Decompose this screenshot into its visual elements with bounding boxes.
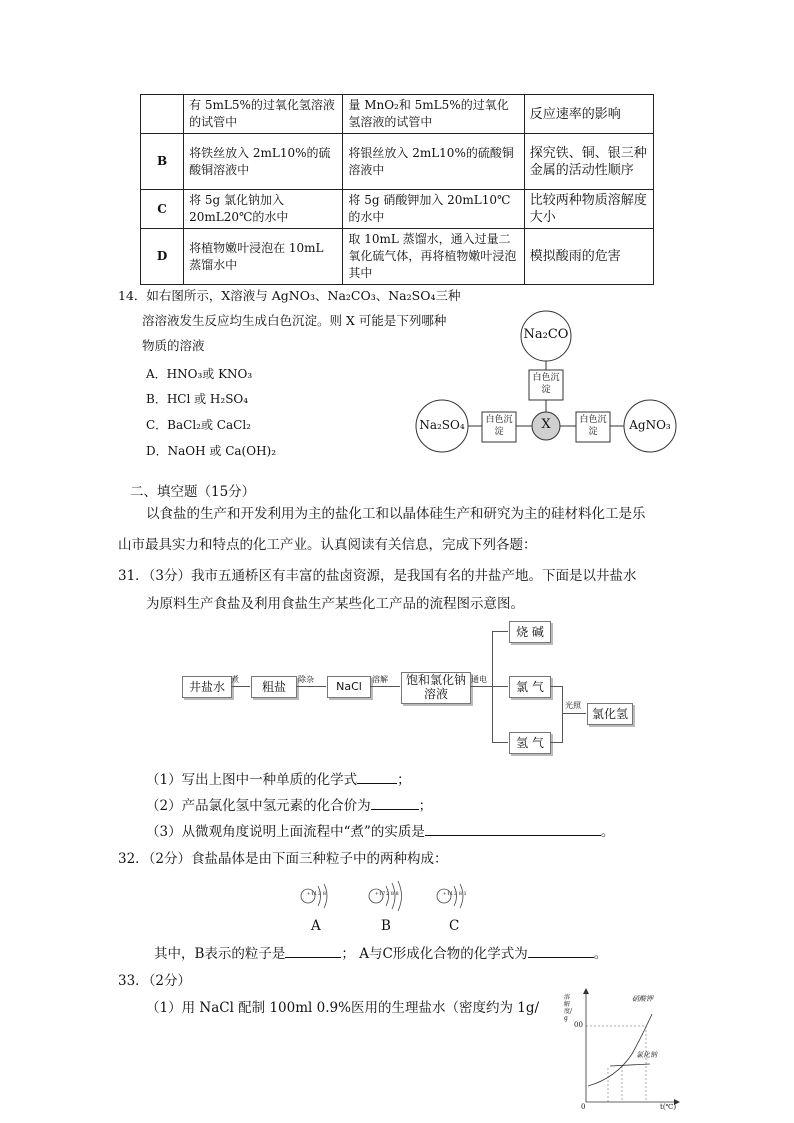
flow-arrow-label: 煮: [231, 675, 239, 684]
cell-experiment-1: 将植物嫩叶浸泡在 10mL 蒸馏水中: [184, 229, 343, 285]
row-label: D: [141, 229, 184, 285]
cell-experiment-2: 将银丝放入 2mL10%的硫酸铜溶液中: [343, 134, 524, 190]
q14-option-a: A．HNO₃或 KNO₃: [146, 367, 253, 381]
flow-box-well-brine: 井盐水: [182, 676, 232, 698]
atom-label-a: A: [311, 918, 321, 934]
flow-arrow: [370, 686, 400, 687]
row-label: C: [141, 190, 184, 229]
cell-experiment-2: 将 5g 硝酸钾加入 20mL10℃的水中: [343, 190, 524, 229]
atom-a-nucleus: +11: [306, 891, 318, 897]
q31-line2: 为原料生产食盐及利用食盐生产某些化工产品的流程图示意图。: [146, 596, 524, 612]
flow-arrow: [470, 686, 492, 687]
cell-purpose: 反应速率的影响: [524, 95, 653, 134]
flow-arrow: [492, 742, 508, 743]
precip-label-top: 白色沉淀: [532, 373, 560, 395]
q31-sub1-text: （1）写出上图中一种单质的化学式: [146, 772, 358, 788]
precip-label-right: 白色沉淀: [579, 415, 607, 437]
q31-sub3: [146, 820, 614, 840]
q14-line2: 溶溶液发生反应均生成白色沉淀。则 X 可能是下列哪种: [142, 313, 447, 328]
answer-blank[interactable]: [357, 769, 397, 784]
section-title: 二、填空题（15分）: [130, 484, 256, 500]
graph-y-tick: 00: [574, 1021, 583, 1029]
graph-y-axis-label: 溶解度/g: [564, 994, 573, 1022]
solubility-graph: [560, 986, 680, 1114]
flow-line: [562, 686, 563, 743]
flow-line: [550, 686, 562, 687]
graph-origin: 0: [581, 1103, 586, 1111]
cell-purpose: 模拟酸雨的危害: [524, 229, 653, 285]
flow-arrow: [492, 631, 508, 632]
flow-arrow: [492, 686, 508, 687]
q14-line1: 14．如右图所示，X溶液与 AgNO₃、Na₂CO₃、Na₂SO₄三种: [118, 288, 461, 303]
q31-sub3-text: （3）从微观角度说明上面流程中“煮”的实质是: [146, 824, 425, 840]
q32-answer-line: [154, 942, 607, 962]
flow-arrow-label: 通电: [471, 675, 487, 684]
graph-kno3-label: 硝酸钾: [632, 995, 653, 1003]
punct: 。: [593, 946, 608, 962]
cell-experiment-1: 有 5mL5%的过氧化氢溶液的试管中: [184, 95, 343, 134]
q32-line1: 32．（2分）食盐晶体是由下面三种粒子中的两种构成：: [118, 851, 448, 867]
q32-answer-text1: 其中，B表示的粒子是: [154, 946, 286, 962]
q33-sub1: （1）用 NaCl 配制 100ml 0.9%医用的生理盐水（密度约为 1g/: [146, 1000, 540, 1016]
answer-blank[interactable]: [425, 821, 601, 836]
q14-line3: 物质的溶液: [142, 338, 205, 353]
q31-sub2-text: （2）产品氯化氢中氢元素的化合价为: [146, 798, 371, 814]
q32-answer-text2: ； A与C形成化合物的化学式为: [341, 946, 528, 962]
punct: ；: [397, 772, 411, 788]
agno3-label: AgNO₃: [629, 418, 671, 432]
atom-label-b: B: [381, 918, 391, 934]
cell-purpose: 比较两种物质溶解度大小: [524, 190, 653, 229]
flow-box-crude-salt: 粗盐: [251, 676, 297, 698]
flow-box-caustic-soda: 烧 碱: [509, 621, 551, 643]
q33-line1: 33．（2分）: [118, 973, 192, 989]
flow-arrow: [296, 686, 326, 687]
punct: 。: [600, 824, 615, 840]
graph-nacl-label: 氯化钠: [636, 1051, 657, 1059]
nacl-curve: [610, 1064, 650, 1066]
q31-line1: 31．（3分）我市五通桥区有丰富的盐卤资源，是我国有名的井盐产地。下面是以井盐水: [118, 568, 637, 584]
answer-blank[interactable]: [371, 795, 419, 810]
atom-c-nucleus: +11: [442, 891, 454, 897]
na2so4-label: Na₂SO₄: [419, 418, 465, 432]
answer-blank[interactable]: [528, 943, 594, 958]
row-label: B: [141, 134, 184, 190]
section-intro-line1: 以食盐的生产和开发利用为主的盐化工和以晶体硅生产和研究为主的硅材料化工是乐: [146, 506, 646, 522]
q14-option-b: B．HCl 或 H₂SO₄: [146, 392, 249, 406]
table-row: [141, 190, 654, 229]
table-row: [141, 134, 654, 190]
cell-experiment-1: 将 5g 氯化钠加入 20mL20℃的水中: [184, 190, 343, 229]
flow-arrow: [231, 686, 250, 687]
atom-c-shells: 2 8 1: [454, 891, 467, 897]
flow-arrow-label: 溶解: [372, 675, 388, 684]
na2co3-label: Na₂CO: [523, 327, 569, 342]
section-intro-line2: 山市最具实力和特点的化工产业。认真阅读有关信息，完成下列各题：: [118, 537, 537, 553]
experiment-table: [140, 94, 654, 285]
flow-arrow: [562, 713, 586, 714]
q31-sub1: [146, 768, 411, 788]
q31-sub2: [146, 794, 432, 814]
punct: ；: [418, 798, 433, 814]
cell-purpose: 探究铁、铜、银三种金属的活动性顺序: [524, 134, 653, 190]
flow-box-chlorine: 氯 气: [509, 676, 551, 698]
flow-box-nacl: NaCl: [327, 676, 371, 698]
flow-box-hydrogen: 氢 气: [509, 732, 551, 754]
row-label: [141, 95, 184, 134]
q14-option-d: D．NaOH 或 Ca(OH)₂: [146, 444, 277, 458]
atom-b-shells: 2 8 8: [386, 891, 399, 897]
flow-arrow-label: 除杂: [298, 675, 314, 684]
q14-option-c: C．BaCl₂或 CaCl₂: [146, 418, 251, 432]
answer-blank[interactable]: [285, 943, 341, 958]
flow-arrow-label: 光照: [565, 701, 581, 710]
cell-experiment-2: 取 10mL 蒸馏水，通入过量二氧化硫气体，再将植物嫩叶浸泡其中: [343, 229, 524, 285]
atom-b-nucleus: +17: [374, 891, 386, 897]
atom-label-c: C: [449, 918, 460, 934]
x-label: X: [541, 417, 551, 432]
table-row: [141, 95, 654, 134]
cell-experiment-2: 量 MnO₂和 5mL5%的过氧化氢溶液的试管中: [343, 95, 524, 134]
flow-box-saturated-solution: 饱和氯化钠溶液: [401, 672, 471, 704]
flow-line: [550, 742, 562, 743]
table-row: [141, 229, 654, 285]
cell-experiment-1: 将铁丝放入 2mL10%的硫酸铜溶液中: [184, 134, 343, 190]
precip-label-left: 白色沉淀: [485, 415, 513, 437]
flow-box-hydrogen-chloride: 氯化氢: [587, 703, 633, 725]
graph-x-axis-label: t(℃): [660, 1103, 677, 1111]
atom-a-shells: 2 8: [318, 891, 326, 897]
